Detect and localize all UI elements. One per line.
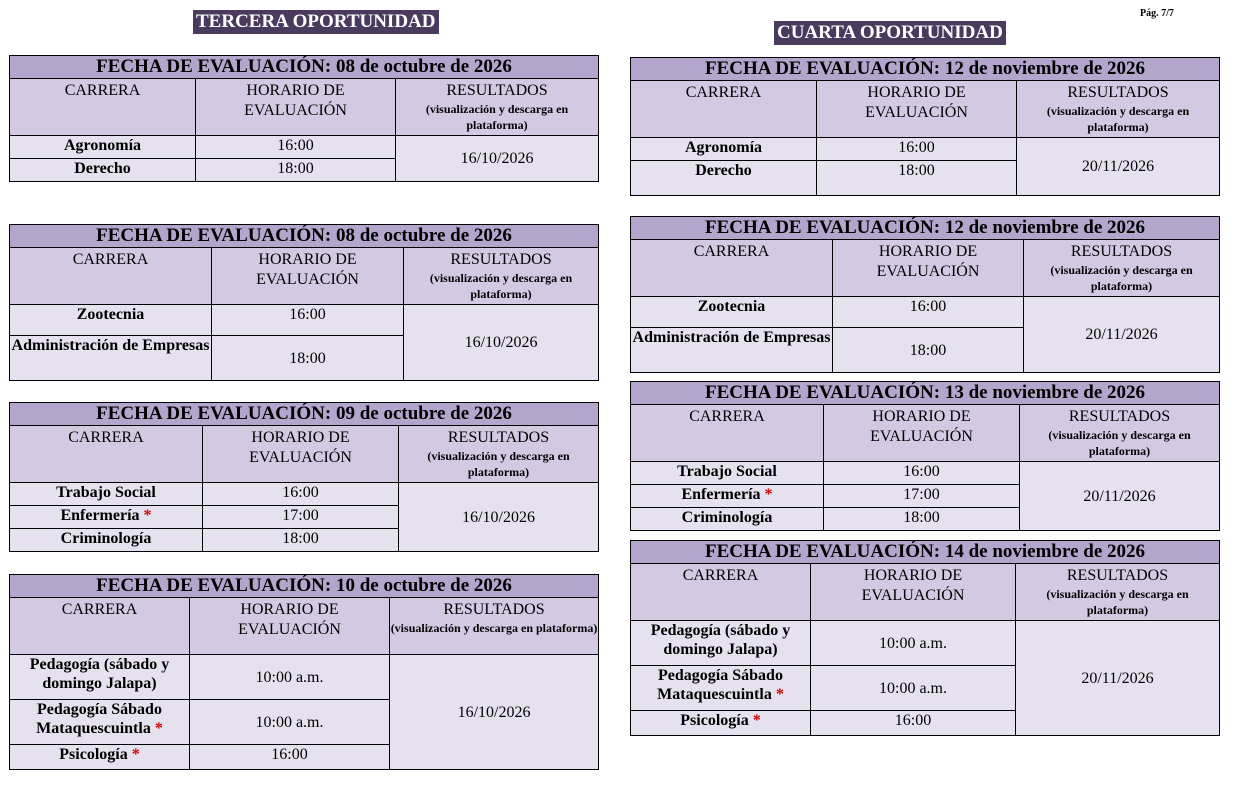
time-header-line2: EVALUACIÓN [870, 428, 973, 445]
time-cell: 16:00 [824, 462, 1020, 485]
time-cell: 16:00 [203, 483, 399, 506]
career-cell [10, 136, 196, 159]
table-row [10, 305, 599, 336]
time-cell: 16:00 [811, 711, 1016, 736]
result-header-title: RESULTADOS [1066, 567, 1169, 584]
cuarta-eval-table [630, 57, 1220, 196]
result-header-note: (visualización y descarga en plataforma) [1048, 428, 1191, 458]
career-name: Agronomía [63, 137, 142, 154]
table-row [631, 621, 1220, 666]
time-cell: 18:00 [212, 336, 404, 381]
career-cell [10, 159, 196, 182]
career-cell [631, 508, 824, 531]
tercera-eval-table [9, 224, 599, 381]
career-name: Administración de Empresas [632, 329, 831, 346]
result-date-cell: 20/11/2026 [1024, 297, 1220, 373]
time-header-line2: EVALUACIÓN [861, 587, 965, 604]
result-date-cell: 20/11/2026 [1020, 462, 1220, 531]
time-cell: 18:00 [824, 508, 1020, 531]
asterisk-mark: * [131, 746, 140, 763]
time-column-header [817, 81, 1017, 138]
time-column-header [196, 79, 396, 136]
asterisk-mark: * [775, 686, 784, 703]
career-name: Zootecnia [697, 298, 766, 315]
time-header-line1: HORARIO DE [867, 84, 966, 101]
career-cell [10, 529, 203, 552]
result-header-title: RESULTADOS [1068, 408, 1171, 425]
table-row [631, 138, 1220, 161]
career-name: Criminología [60, 530, 152, 547]
evaluation-date-heading: FECHA DE EVALUACIÓN: 14 de noviembre de 2026 [631, 541, 1220, 564]
time-header-line1: HORARIO DE [863, 567, 963, 584]
section-title-tercera: TERCERA OPORTUNIDAD [193, 10, 439, 34]
table-row [631, 462, 1220, 485]
career-name: Psicología [680, 712, 749, 729]
time-column-header [190, 598, 390, 655]
evaluation-date-heading: FECHA DE EVALUACIÓN: 09 de octubre de 2026 [10, 403, 599, 426]
time-cell: 16:00 [817, 138, 1017, 161]
time-cell: 10:00 a.m. [190, 700, 390, 745]
result-header-note: (visualización y descarga en plataforma) [1046, 104, 1190, 134]
time-header-line2: EVALUACIÓN [256, 271, 359, 288]
career-column-header: CARRERA [10, 248, 212, 305]
career-cell [631, 328, 833, 373]
time-header-line1: HORARIO DE [872, 408, 971, 425]
career-cell [631, 711, 811, 736]
time-cell: 16:00 [196, 136, 396, 159]
result-column-header [399, 426, 599, 483]
time-cell: 18:00 [196, 159, 396, 182]
cuarta-eval-table [630, 381, 1220, 531]
time-header-line2: EVALUACIÓN [244, 102, 347, 119]
career-name: Enfermería [60, 507, 140, 524]
time-cell: 10:00 a.m. [811, 621, 1016, 666]
section-title-cuarta: CUARTA OPORTUNIDAD [774, 21, 1006, 45]
result-header-title: RESULTADOS [1067, 84, 1169, 101]
career-name: Pedagogía Sábado Mataquescuintla [657, 667, 783, 703]
result-header-title: RESULTADOS [450, 251, 552, 268]
page-number: Pág. 7/7 [1140, 8, 1174, 19]
result-header-title: RESULTADOS [446, 82, 548, 99]
career-column-header: CARRERA [631, 405, 824, 462]
career-name: Pedagogía (sábado y domingo Jalapa) [29, 656, 170, 692]
result-date-cell: 16/10/2026 [396, 136, 599, 182]
result-header-note: (visualización y descarga en plataforma) [390, 621, 598, 635]
evaluation-date-heading: FECHA DE EVALUACIÓN: 13 de noviembre de 2026 [631, 382, 1220, 405]
result-date-cell: 20/11/2026 [1016, 621, 1220, 736]
career-cell [10, 745, 190, 770]
evaluation-date-heading: FECHA DE EVALUACIÓN: 08 de octubre de 2026 [10, 225, 599, 248]
career-name: Psicología [59, 746, 128, 763]
tercera-eval-table [9, 574, 599, 770]
career-cell [631, 297, 833, 328]
time-cell: 17:00 [824, 485, 1020, 508]
table-row [631, 297, 1220, 328]
career-cell [10, 483, 203, 506]
result-header-note: (visualización y descarga en plataforma) [1046, 587, 1189, 617]
time-header-line2: EVALUACIÓN [238, 621, 341, 638]
career-column-header: CARRERA [631, 564, 811, 621]
career-cell [631, 138, 817, 161]
time-header-line1: HORARIO DE [258, 251, 357, 268]
result-header-note: (visualización y descarga en plataforma) [1050, 263, 1193, 293]
career-name: Administración de Empresas [11, 337, 210, 354]
career-cell [631, 666, 811, 711]
career-cell [10, 305, 212, 336]
result-date-cell: 16/10/2026 [404, 305, 599, 381]
result-header-title: RESULTADOS [447, 429, 550, 446]
time-cell: 10:00 a.m. [190, 655, 390, 700]
asterisk-mark: * [764, 486, 773, 503]
career-cell [10, 506, 203, 529]
career-cell [10, 336, 212, 381]
career-name: Agronomía [684, 139, 763, 156]
evaluation-date-heading: FECHA DE EVALUACIÓN: 10 de octubre de 2026 [10, 575, 599, 598]
result-date-cell: 16/10/2026 [399, 483, 599, 552]
time-cell: 18:00 [817, 161, 1017, 196]
career-name: Derecho [74, 160, 131, 177]
result-header-title: RESULTADOS [1070, 243, 1173, 260]
result-column-header [390, 598, 599, 655]
evaluation-date-heading: FECHA DE EVALUACIÓN: 12 de noviembre de 2026 [631, 58, 1220, 81]
time-cell: 16:00 [190, 745, 390, 770]
career-cell [631, 161, 817, 196]
career-name: Trabajo Social [677, 463, 777, 480]
result-date-cell: 16/10/2026 [390, 655, 599, 770]
career-name: Pedagogía Sábado Mataquescuintla [36, 701, 162, 737]
career-column-header: CARRERA [631, 240, 833, 297]
time-header-line1: HORARIO DE [246, 82, 345, 99]
result-column-header [1017, 81, 1220, 138]
result-column-header [1016, 564, 1220, 621]
career-cell [10, 655, 190, 700]
time-column-header [212, 248, 404, 305]
career-column-header: CARRERA [10, 598, 190, 655]
career-name: Zootecnia [76, 306, 145, 323]
result-column-header [404, 248, 599, 305]
result-header-note: (visualización y descarga en plataforma) [429, 271, 573, 301]
career-cell [631, 485, 824, 508]
career-column-header: CARRERA [10, 426, 203, 483]
career-name: Derecho [695, 162, 752, 179]
career-cell [631, 621, 811, 666]
table-row [10, 655, 599, 700]
asterisk-mark: * [752, 712, 761, 729]
career-name: Criminología [681, 509, 773, 526]
tercera-eval-table [9, 402, 599, 552]
career-cell [10, 700, 190, 745]
evaluation-date-heading: FECHA DE EVALUACIÓN: 12 de noviembre de 2026 [631, 217, 1220, 240]
time-cell: 16:00 [212, 305, 404, 336]
time-header-line2: EVALUACIÓN [865, 104, 968, 121]
career-column-header: CARRERA [10, 79, 196, 136]
asterisk-mark: * [154, 720, 163, 737]
career-column-header: CARRERA [631, 81, 817, 138]
time-cell: 10:00 a.m. [811, 666, 1016, 711]
career-cell [631, 462, 824, 485]
time-header-line1: HORARIO DE [240, 601, 339, 618]
table-row [10, 136, 599, 159]
result-column-header [396, 79, 599, 136]
time-header-line1: HORARIO DE [251, 429, 350, 446]
asterisk-mark: * [143, 507, 152, 524]
result-header-note: (visualización y descarga en plataforma) [425, 102, 569, 132]
time-column-header [811, 564, 1016, 621]
time-header-line1: HORARIO DE [878, 243, 978, 260]
cuarta-eval-table [630, 540, 1220, 736]
result-column-header [1020, 405, 1220, 462]
table-row [10, 483, 599, 506]
time-cell: 16:00 [833, 297, 1024, 328]
time-cell: 18:00 [833, 328, 1024, 373]
result-header-note: (visualización y descarga en plataforma) [427, 449, 570, 479]
time-column-header [203, 426, 399, 483]
result-header-title: RESULTADOS [443, 601, 545, 618]
time-header-line2: EVALUACIÓN [249, 449, 352, 466]
time-header-line2: EVALUACIÓN [876, 263, 980, 280]
cuarta-eval-table [630, 216, 1220, 373]
tercera-eval-table [9, 55, 599, 182]
career-name: Trabajo Social [56, 484, 156, 501]
time-column-header [824, 405, 1020, 462]
career-name: Enfermería [681, 486, 761, 503]
result-column-header [1024, 240, 1220, 297]
evaluation-date-heading: FECHA DE EVALUACIÓN: 08 de octubre de 2026 [10, 56, 599, 79]
career-name: Pedagogía (sábado y domingo Jalapa) [650, 622, 791, 658]
time-column-header [833, 240, 1024, 297]
time-cell: 17:00 [203, 506, 399, 529]
result-date-cell: 20/11/2026 [1017, 138, 1220, 196]
time-cell: 18:00 [203, 529, 399, 552]
